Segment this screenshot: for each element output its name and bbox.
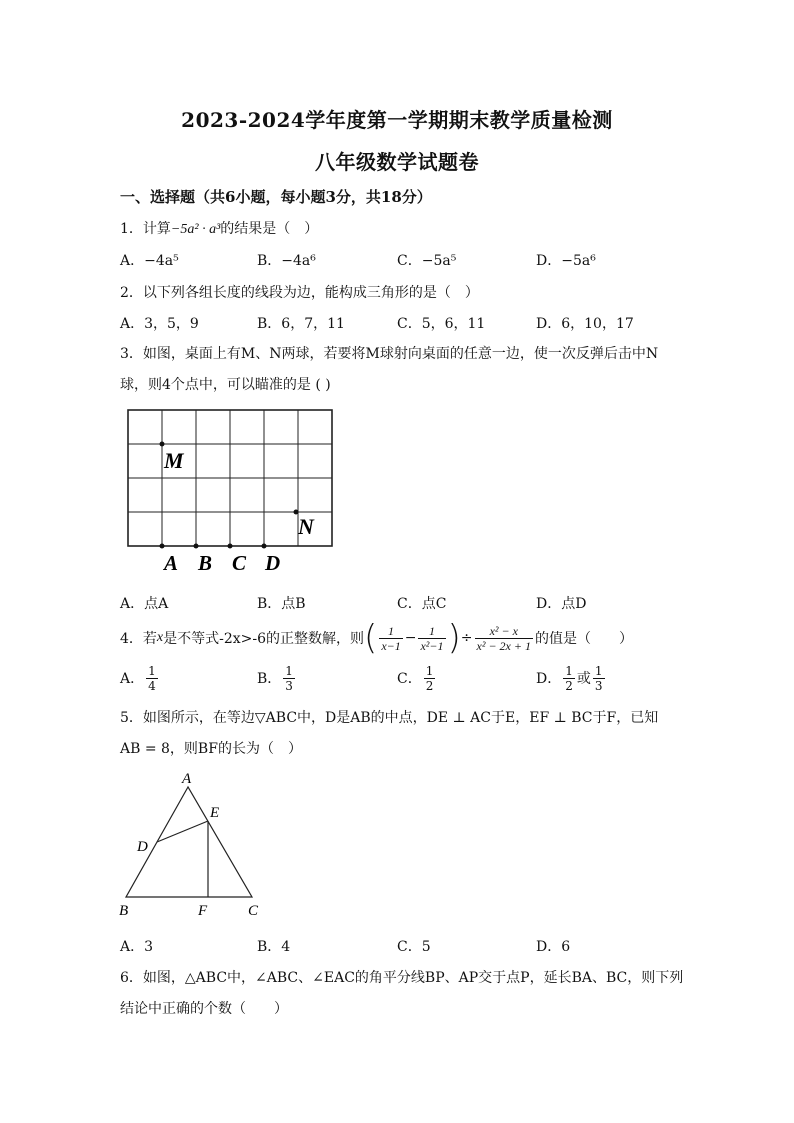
q4-open-paren: ( bbox=[364, 618, 378, 658]
q4-option-c[interactable]: C． $\frac{1}{2}$ bbox=[397, 663, 434, 693]
point-c-dot bbox=[228, 544, 233, 549]
point-d-dot bbox=[262, 544, 267, 549]
q4-d-frac-2: $\frac{1}{3}$ bbox=[594, 663, 603, 693]
point-b-dot bbox=[194, 544, 199, 549]
question-5-line2: AB = 8，则BF的长为（ ） bbox=[120, 741, 302, 757]
q4-close-paren: ) bbox=[447, 618, 461, 658]
section-title: 一、选择题（共6小题，每小题3分，共18分） bbox=[120, 188, 432, 206]
label-d: D bbox=[265, 551, 281, 575]
label-b: B bbox=[119, 903, 129, 919]
point-a-dot bbox=[160, 544, 165, 549]
billiard-table-figure bbox=[118, 400, 348, 580]
q3-option-c[interactable]: C．点C bbox=[397, 596, 447, 612]
label-n: N bbox=[298, 514, 314, 539]
q2-option-c[interactable]: C．5，6，11 bbox=[397, 316, 486, 332]
q2-option-d[interactable]: D．6，10，17 bbox=[536, 316, 634, 332]
label-a: A bbox=[164, 551, 179, 575]
q4-frac-2: $\frac{1}{\text{x²−1}}$ bbox=[420, 623, 444, 653]
q1-option-c[interactable]: C．−5a⁵ bbox=[397, 253, 457, 269]
q4-option-a[interactable]: A． $\frac{1}{4}$ bbox=[120, 663, 156, 693]
q4-a-frac: $\frac{1}{4}$ bbox=[148, 663, 156, 693]
q4-prefix: 4．若 bbox=[120, 631, 157, 647]
question-5-line1: 5．如图所示，在等边▽ABC中，D是AB的中点，DE ⊥ AC于E，EF ⊥ BC于F，已知 bbox=[120, 710, 659, 726]
q4-suffix: 的值是（ ） bbox=[534, 631, 633, 647]
question-3-line2: 球，则4个点中，可以瞄准的是 ( ) bbox=[120, 377, 331, 393]
q4-frac-3: $\frac{\text{x² − x}}{\text{x² − 2x + 1}}$ bbox=[476, 623, 531, 653]
label-c: C bbox=[232, 551, 247, 575]
exam-subtitle: 八年级数学试题卷 bbox=[315, 150, 479, 174]
question-6-line1: 6．如图，△ABC中，∠ABC、∠EAC的角平分线BP、AP交于点P，延长BA、BC，则下列 bbox=[120, 970, 684, 986]
q4-mid: 是不等式-2x>-6的正整数解，则 bbox=[163, 631, 365, 647]
question-6-line2: 结论中正确的个数（ ） bbox=[120, 1001, 288, 1017]
label-d: D bbox=[137, 839, 148, 855]
q4-b-frac: $\frac{1}{3}$ bbox=[285, 663, 293, 693]
label-f: F bbox=[198, 903, 208, 919]
q4-d-frac-1: $\frac{1}{2}$ bbox=[565, 663, 573, 693]
q1-option-b[interactable]: B．−4a⁶ bbox=[257, 253, 316, 269]
q5-option-d[interactable]: D．6 bbox=[536, 939, 571, 955]
ball-m-dot bbox=[160, 442, 165, 447]
q4-frac-1: $\frac{1}{x-1}$ bbox=[381, 623, 401, 653]
q1-prefix: 1．计算 bbox=[120, 221, 171, 237]
q3-option-a[interactable]: A．点A bbox=[120, 596, 169, 612]
q4-option-b[interactable]: B． $\frac{1}{3}$ bbox=[257, 663, 293, 693]
q1-option-d[interactable]: D．−5a⁶ bbox=[536, 253, 596, 269]
label-e: E bbox=[210, 805, 220, 821]
exam-title: 2023-2024学年度第一学期期末教学质量检测 bbox=[181, 108, 613, 132]
q4-minus: − bbox=[404, 630, 417, 646]
q1-math: −5a² · a³ bbox=[170, 222, 221, 237]
label-a: A bbox=[182, 771, 192, 787]
q1-option-a[interactable]: A．−4a⁵ bbox=[120, 253, 179, 269]
q3-option-d[interactable]: D．点D bbox=[536, 596, 587, 612]
q5-option-a[interactable]: A．3 bbox=[120, 939, 154, 955]
label-b: B bbox=[198, 551, 213, 575]
question-4 bbox=[120, 618, 633, 658]
triangle-figure bbox=[112, 765, 272, 923]
q4-var: x bbox=[156, 630, 164, 645]
q2-option-a[interactable]: A．3，5，9 bbox=[120, 316, 199, 332]
q5-option-c[interactable]: C．5 bbox=[397, 939, 431, 955]
q5-option-b[interactable]: B．4 bbox=[257, 939, 291, 955]
q4-option-d[interactable]: D． $\frac{1}{2}$ 或 $\frac{1}{3}$ bbox=[536, 663, 603, 693]
question-1 bbox=[120, 218, 318, 238]
q4-divide: ÷ bbox=[460, 630, 473, 646]
q2-option-b[interactable]: B．6，7，11 bbox=[257, 316, 345, 332]
q4-c-frac: $\frac{1}{2}$ bbox=[425, 663, 434, 693]
q3-option-b[interactable]: B．点B bbox=[257, 596, 306, 612]
q1-suffix: 的结果是（ ） bbox=[220, 221, 319, 237]
question-2: 2．以下列各组长度的线段为边，能构成三角形的是（ ） bbox=[120, 285, 479, 301]
question-3-line1: 3．如图，桌面上有M、N两球，若要将M球射向桌面的任意一边，使一次反弹后击中N bbox=[120, 346, 659, 362]
label-c: C bbox=[248, 903, 259, 919]
label-m: M bbox=[164, 448, 184, 473]
